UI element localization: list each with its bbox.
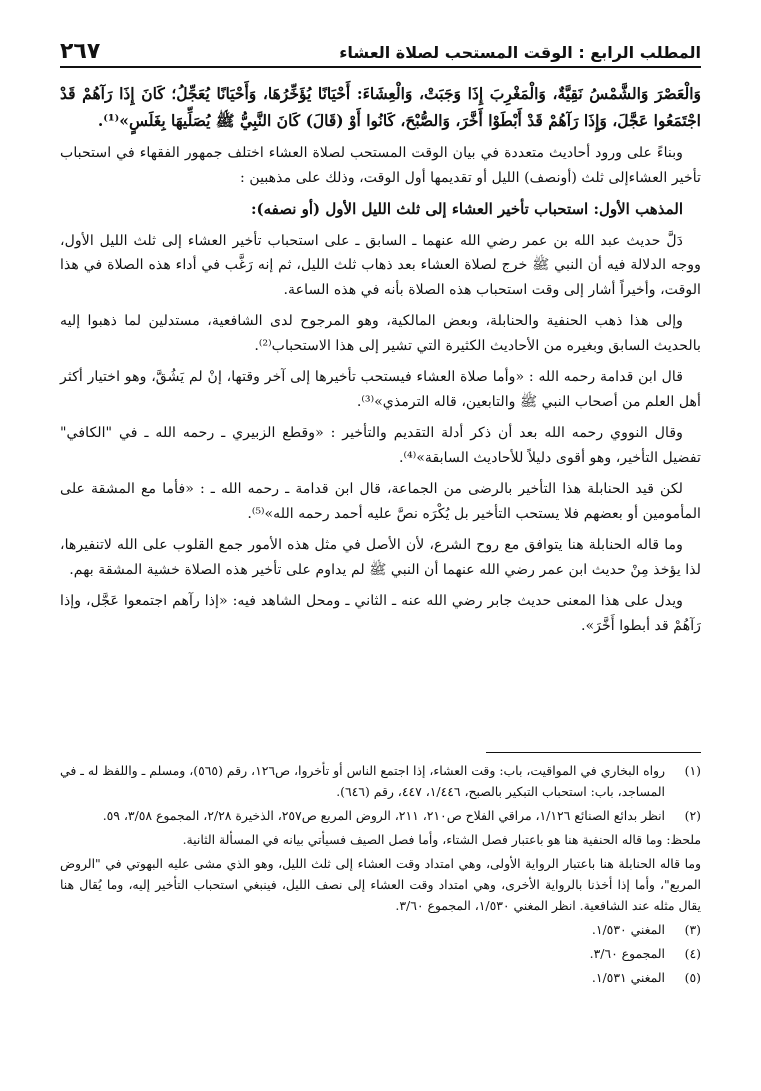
footnote-number: (٣) xyxy=(684,922,701,937)
footnote-number: (٢) xyxy=(684,808,701,823)
main-text xyxy=(60,80,701,645)
section-heading: المذهب الأول: استحباب تأخير العشاء إلى ثلث الليل الأول (أو نصفه): xyxy=(250,200,683,218)
footnote-text: المغني ١/٥٣٠. xyxy=(591,922,665,937)
footnote-text: رواه البخاري في المواقيت، باب: وقت العشاء، إذا اجتمع الناس أو تأخروا، ص١٢٦، رقم (٥٦٥)، ومسلم ـ واللفظ له ـ في المساجد، باب: استحباب التبكير بالصبح، ١/٤٤٦، ٤٤٧، رقم (٦٤٦). xyxy=(60,763,666,799)
footnotes xyxy=(60,760,701,991)
quote-paragraph: قال ابن قدامة رحمه الله : «وأما صلاة العشاء فيستحب تأخيرها إلى آخر وقتها، إنْ لم يَشُقَّ، وهو اختيار أكثر أهل العلم من أصحاب النبي ﷺ والتابعين، قاله الترمذي»⁽³⁾. xyxy=(60,369,701,410)
footnote-separator xyxy=(486,752,701,753)
hadith-text: وَالْعَصْرَ وَالشَّمْسُ نَقِيَّةٌ، وَالْمَغْرِبَ إِذَا وَجَبَتْ، وَالْعِشَاءَ: أَحْيَانًا يُؤَخِّرُهَا، وَأَحْيَانًا يُعَجِّلُ؛ كَانَ إِذَا رَآهُمْ قَدْ اجْتَمَعُوا عَجَّلَ، وَإِذَا رَآهُمْ قَدْ أَبْطَوْا أَخَّرَ، وَالصُّبْحَ، كَانُوا أَوْ (قَالَ) كَانَ النَّبِيُّ ﷺ يُصَلِّيهَا بِغَلَسٍ»⁽¹⁾. xyxy=(60,84,701,130)
paragraph: دَلَّ حديث عبد الله بن عمر رضي الله عنهما ـ السابق ـ على استحباب تأخير العشاء إلى ثلث الليل الأول، ووجه الدلالة فيه أن النبي ﷺ خرج لصلاة العشاء بعد ذهاب ثلث الليل، ثم إنه رَغَّب في أداء هذه الصلاة في هذا الوقت، وأخيراً أشار إلى وقت استحباب هذه الصلاة بأنه في هذه الساعة. xyxy=(60,232,701,298)
footnote-number: (٤) xyxy=(684,946,701,961)
footnote-number: (٥) xyxy=(684,970,701,985)
footnote xyxy=(60,943,701,964)
page-header xyxy=(60,36,701,68)
footnote-text: انظر بدائع الصنائع ١/١٢٦، مراقي الفلاح ص٢١٠، ٢١١، الروض المربع ص٢٥٧، الذخيرة ٢/٢٨، المجموع ٣/٥٨، ٥٩. xyxy=(102,808,665,823)
paragraph: وإلى هذا ذهب الحنفية والحنابلة، وبعض المالكية، وهو المرجوح لدى الشافعية، مستدلين لما ذهبوا إليه بالحديث السابق وبغيره من الأحاديث الكثيرة التي تشير إلى هذا الاستحباب⁽²⁾. xyxy=(60,313,701,354)
footnote xyxy=(60,967,701,988)
footnote-note: وما قاله الحنابلة هنا باعتبار الرواية الأولى، وهي امتداد وقت العشاء إلى ثلث الليل، وهو الذي مشى عليه البهوتي في "الروض المربع"، وأما إذا أخذنا بالرواية الأخرى، وهي امتداد وقت العشاء إلى نصف الليل، فينبغي استحباب التأخير إليه، وما يُقال هنا يقال مثله عند الشافعية. انظر المغني ١/٥٣٠، المجموع ٣/٦٠. xyxy=(60,856,701,913)
paragraph: وبناءً على ورود أحاديث متعددة في بيان الوقت المستحب لصلاة العشاء اختلف جمهور الفقهاء في استحباب تأخير العشاءإلى ثلث (أونصف) الليل أو تقديمها أول الوقت، وذلك على مذهبين : xyxy=(60,145,701,186)
footnote xyxy=(60,919,701,940)
quote-paragraph: ويدل على هذا المعنى حديث جابر رضي الله عنه ـ الثاني ـ ومحل الشاهد فيه: «إذا رآهم اجتمعوا عَجَّل، وإذا رَآهُمْ قد أبطوا أَخَّرَ». xyxy=(60,593,701,634)
footnote-text: المغني ١/٥٣١. xyxy=(591,970,665,985)
footnote xyxy=(60,760,701,802)
paragraph: وما قاله الحنابلة هنا يتوافق مع روح الشرع، لأن الأصل في مثل هذه الأمور جمع القلوب على الله لاتنفيرها، لذا يؤخذ مِنْ حديث ابن عمر رضي الله عنهما أن النبي ﷺ لم يداوم على تأخير هذه الصلاة خشية المشقة بهم. xyxy=(60,537,701,578)
quote-paragraph: لكن قيد الحنابلة هذا التأخير بالرضى من الجماعة، قال ابن قدامة ـ رحمه الله ـ : «فأما مع المشقة على المأمومين أو بعضهم فلا يستحب التأخير بل يُكْرَه نصَّ عليه أحمد رحمه الله»⁽⁵⁾. xyxy=(60,481,701,522)
quote-paragraph: وقال النووي رحمه الله بعد أن ذكر أدلة التقديم والتأخير : «وقطع الزبيري ـ رحمه الله ـ في "الكافي" تفضيل التأخير، وهو أقوى دليلاً للأحاديث السابقة»⁽⁴⁾. xyxy=(60,425,701,466)
footnote xyxy=(60,805,701,826)
footnote-number: (١) xyxy=(684,763,701,778)
running-title: المطلب الرابع : الوقت المستحب لصلاة العشاء xyxy=(339,43,701,62)
page-number: ٢٦٧ xyxy=(60,39,101,64)
footnote-text: المجموع ٣/٦٠. xyxy=(589,946,665,961)
footnote-note: ملحظ: وما قاله الحنفية هنا هو باعتبار فصل الشتاء، وأما فصل الصيف فسيأتي بيانه في المسألة الثانية. xyxy=(182,832,701,847)
